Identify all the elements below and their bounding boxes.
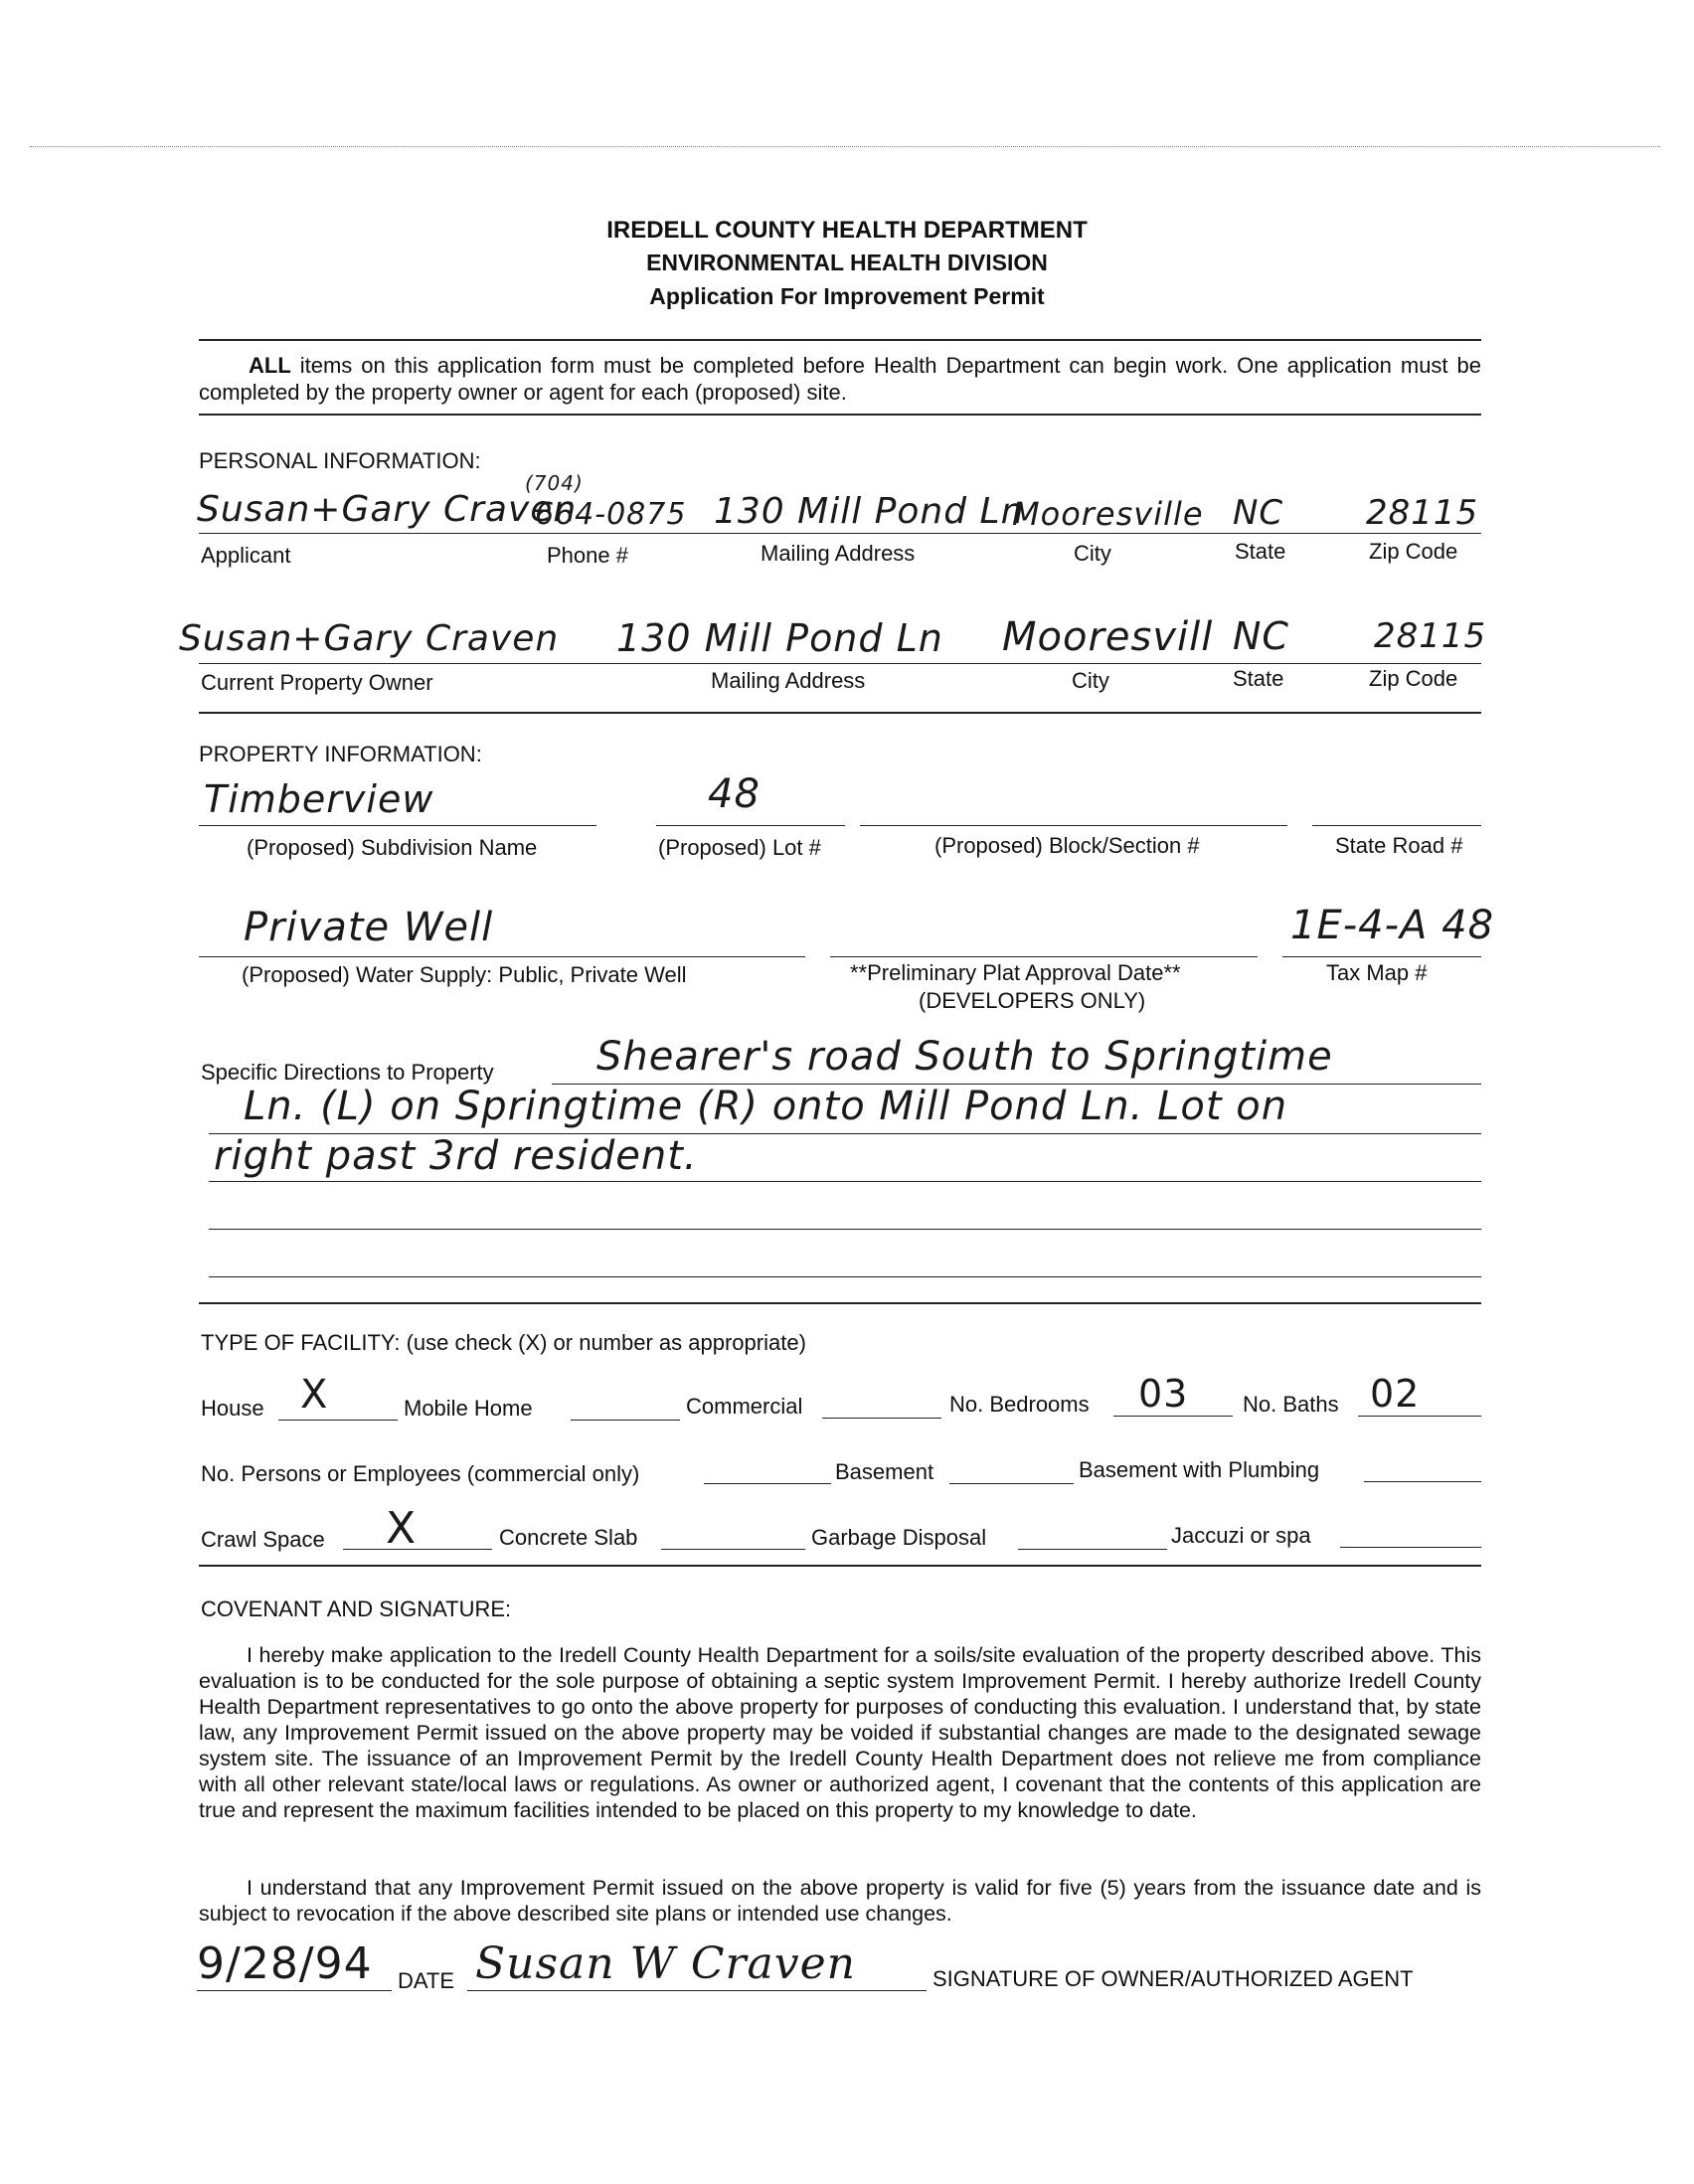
house-line — [278, 1420, 398, 1421]
signature-line — [467, 1990, 927, 1991]
applicant-state: NC — [1233, 493, 1284, 533]
applicant-phone: 664-0875 — [535, 497, 687, 532]
block-caption: (Proposed) Block/Section # — [934, 833, 1200, 858]
divider — [199, 339, 1481, 341]
intro-text — [199, 352, 1481, 406]
bedrooms-value: 03 — [1138, 1372, 1189, 1416]
owner-name: Susan+Gary Craven — [179, 618, 560, 659]
water-line — [199, 956, 805, 957]
lot-value: 48 — [708, 771, 761, 817]
date-line — [197, 1990, 392, 1991]
header-division: ENVIRONMENTAL HEALTH DIVISION — [646, 250, 1048, 275]
covenant-paragraph-1: I hereby make application to the Iredell County Health Department for a soils/site evaluation of the property described above. This evaluation is to be conducted for the sole purpose of obtaining a septic system Improvement Permit. I hereby authorize Iredell County Health Department representatives to go onto the above property for purposes of conducting this evaluation. I understand that, by state law, any Improvement Permit issued on the above property may be voided if substantial changes are made to the designated sewage system site. The issuance of an Improvement Permit by the Iredell County Health Department does not relieve me from compliance with all other relevant state/local laws or regulations. As owner or authorized agent, I covenant that the contents of this application are true and represent the maximum facilities intended to be placed on this property to my knowledge to date. — [199, 1643, 1481, 1822]
plat-caption: **Preliminary Plat Approval Date** — [850, 960, 1181, 985]
header-title: IREDELL COUNTY HEALTH DEPARTMENT — [606, 217, 1088, 244]
phone-caption: Phone # — [547, 543, 628, 568]
divider — [199, 1302, 1481, 1304]
commercial-label: Commercial — [686, 1394, 803, 1419]
subdivision-caption: (Proposed) Subdivision Name — [247, 835, 538, 860]
applicant-caption: Applicant — [201, 543, 291, 568]
baths-label: No. Baths — [1243, 1392, 1339, 1417]
basement-line — [949, 1483, 1074, 1484]
owner-zip-caption: Zip Code — [1369, 666, 1458, 691]
owner-mailing-caption: Mailing Address — [711, 668, 866, 693]
slab-label: Concrete Slab — [499, 1525, 638, 1550]
divider — [199, 1565, 1481, 1567]
bedrooms-line — [1113, 1416, 1233, 1417]
date-label: DATE — [398, 1968, 455, 1993]
personal-heading: PERSONAL INFORMATION: — [199, 448, 481, 473]
state-caption: State — [1235, 539, 1286, 564]
plat-line — [830, 956, 1258, 957]
crawl-value: X — [386, 1503, 418, 1554]
house-label: House — [201, 1396, 264, 1421]
basement-plumbing-label: Basement with Plumbing — [1079, 1457, 1320, 1482]
jacuzzi-label: Jaccuzi or spa — [1171, 1523, 1311, 1548]
owner-caption: Current Property Owner — [201, 670, 433, 695]
persons-line — [704, 1483, 831, 1484]
directions-label: Specific Directions to Property — [201, 1060, 494, 1085]
subdivision-line — [199, 825, 596, 826]
baths-value: 02 — [1370, 1372, 1421, 1416]
slab-line — [661, 1549, 805, 1550]
directions-line-3: right past 3rd resident. — [214, 1133, 698, 1179]
bedrooms-label: No. Bedrooms — [949, 1392, 1090, 1417]
divider — [199, 414, 1481, 416]
applicant-city: Mooresville — [1012, 495, 1204, 533]
owner-signature: Susan W Craven — [475, 1938, 856, 1989]
covenant-heading: COVENANT AND SIGNATURE: — [201, 1596, 512, 1621]
property-heading: PROPERTY INFORMATION: — [199, 742, 482, 766]
city-caption: City — [1074, 541, 1111, 566]
jacuzzi-line — [1340, 1547, 1481, 1548]
owner-city: Mooresvill — [1002, 614, 1214, 660]
scan-border-line — [30, 146, 1660, 147]
owner-state-caption: State — [1233, 666, 1284, 691]
house-value: X — [300, 1372, 329, 1418]
mobile-line — [571, 1420, 680, 1421]
directions-underline-4 — [209, 1229, 1481, 1230]
lot-line — [656, 825, 845, 826]
commercial-line — [822, 1418, 941, 1419]
mailing-caption: Mailing Address — [761, 541, 916, 566]
subdivision-value: Timberview — [204, 777, 434, 821]
covenant-paragraph-2: I understand that any Improvement Permit issued on the above property is valid for five (5) years from the issuance date and is subject to revocation if the above described site plans or intended use changes. — [199, 1876, 1481, 1926]
garbage-label: Garbage Disposal — [811, 1525, 987, 1550]
tax-map-caption: Tax Map # — [1326, 960, 1428, 985]
block-line — [860, 825, 1287, 826]
directions-line-1: Shearer's road South to Springtime — [596, 1034, 1333, 1080]
tax-map-value: 1E-4-A 48 — [1290, 903, 1495, 948]
divider — [199, 712, 1481, 714]
persons-label: No. Persons or Employees (commercial only) — [201, 1461, 640, 1486]
applicant-name: Susan+Gary Craven — [197, 489, 578, 530]
state-road-caption: State Road # — [1335, 833, 1463, 858]
basement-label: Basement — [835, 1459, 934, 1484]
owner-city-caption: City — [1072, 668, 1109, 693]
crawl-label: Crawl Space — [201, 1527, 325, 1552]
applicant-phone-area: (704) — [525, 471, 584, 495]
signature-label: SIGNATURE OF OWNER/AUTHORIZED AGENT — [932, 1966, 1414, 1991]
state-road-line — [1312, 825, 1481, 826]
intro-bold: ALL — [249, 353, 291, 378]
applicant-line — [199, 533, 1481, 534]
applicant-zip: 28115 — [1366, 493, 1479, 533]
directions-underline-3 — [209, 1181, 1481, 1182]
directions-underline-5 — [209, 1276, 1481, 1277]
plat-caption-2: (DEVELOPERS ONLY) — [919, 988, 1146, 1013]
owner-line — [199, 663, 1481, 664]
intro-rest: items on this application form must be completed before Health Department can begin work. One application must be completed by the property owner or agent for each (proposed) site. — [199, 353, 1481, 405]
zip-caption: Zip Code — [1369, 539, 1458, 564]
directions-line-2: Ln. (L) on Springtime (R) onto Mill Pond Ln. Lot on — [244, 1084, 1288, 1129]
signature-date: 9/28/94 — [197, 1938, 373, 1989]
facility-heading: TYPE OF FACILITY: (use check (X) or number as appropriate) — [201, 1330, 806, 1355]
header-form-title: Application For Improvement Permit — [649, 283, 1045, 309]
water-caption: (Proposed) Water Supply: Public, Private Well — [242, 962, 687, 987]
tax-map-line — [1282, 956, 1481, 957]
owner-state: NC — [1233, 614, 1289, 658]
lot-caption: (Proposed) Lot # — [658, 835, 821, 860]
applicant-address: 130 Mill Pond Ln — [714, 491, 1025, 532]
garbage-line — [1018, 1549, 1167, 1550]
water-supply-value: Private Well — [244, 905, 494, 950]
basement-plumbing-line — [1364, 1481, 1481, 1482]
owner-address: 130 Mill Pond Ln — [616, 616, 943, 660]
crawl-line — [343, 1549, 492, 1550]
owner-zip: 28115 — [1374, 616, 1487, 656]
mobile-label: Mobile Home — [404, 1396, 533, 1421]
baths-line — [1358, 1416, 1481, 1417]
